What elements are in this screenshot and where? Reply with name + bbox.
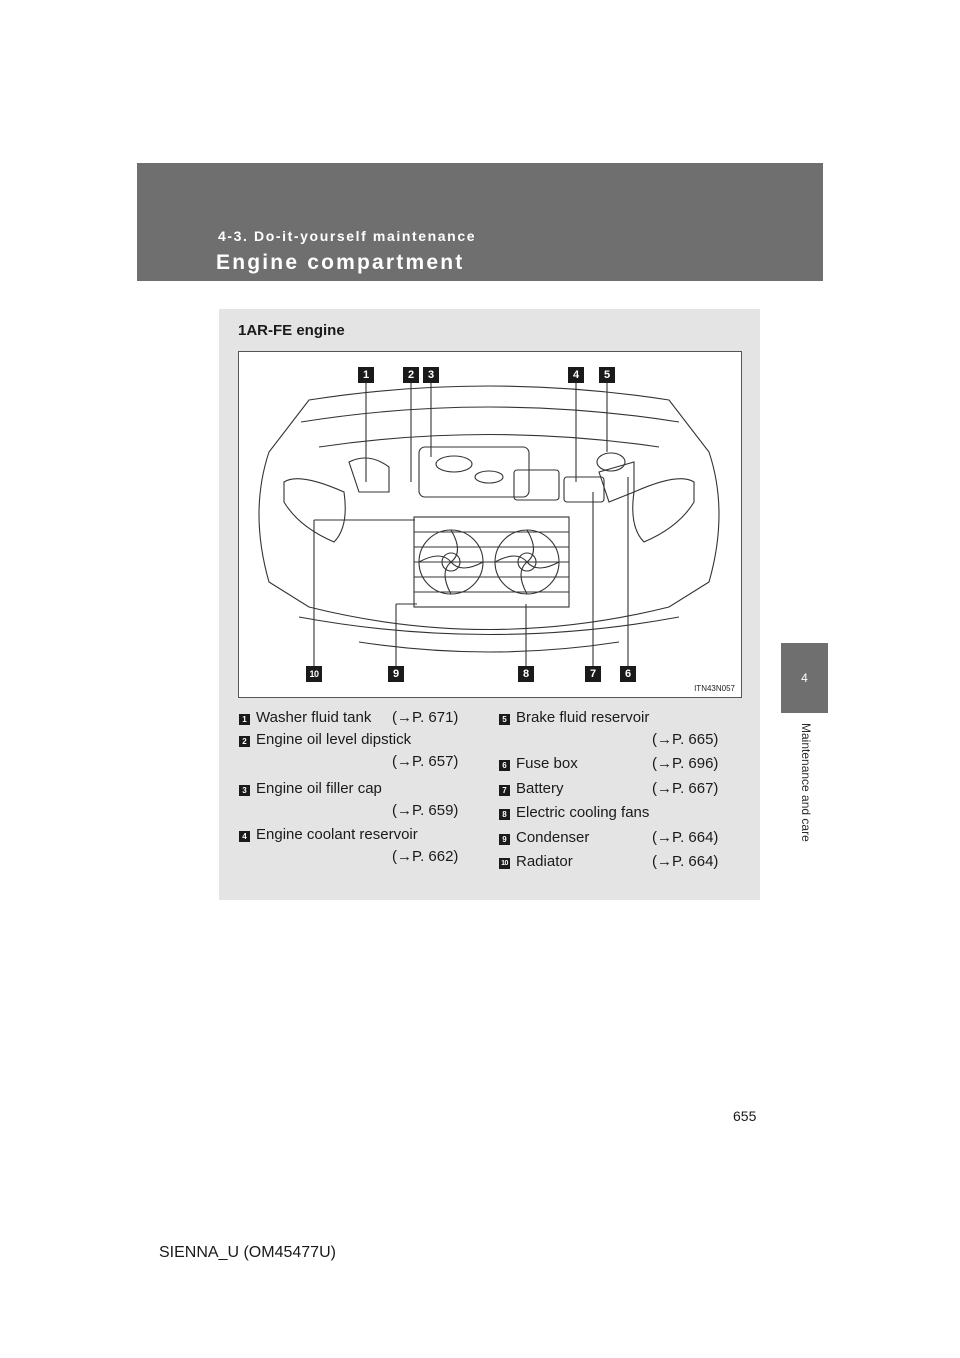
legend-label: Battery [516, 780, 564, 797]
legend-label: Fuse box [516, 755, 578, 772]
footer-code: SIENNA_U (OM45477U) [159, 1244, 336, 1261]
callout-badge: 4 [568, 367, 584, 383]
callout-badge: 3 [423, 367, 439, 383]
engine-illustration [238, 351, 742, 698]
legend-label: Engine oil level dipstick [256, 731, 412, 748]
chapter-label: Maintenance and care [799, 723, 813, 842]
legend-label: Radiator [516, 853, 573, 870]
legend-badge: 3 [239, 785, 250, 796]
engine-drawing [239, 352, 741, 697]
legend-badge: 4 [239, 831, 250, 842]
legend-badge: 5 [499, 714, 510, 725]
figure-code: ITN43N057 [694, 684, 735, 693]
legend-label: Engine coolant reservoir [256, 826, 418, 843]
legend-badge: 8 [499, 809, 510, 820]
legend-label: Brake fluid reservoir [516, 709, 650, 726]
callout-badge: 9 [388, 666, 404, 682]
engine-title: 1AR-FE engine [238, 322, 345, 339]
legend-badge: 1 [239, 714, 250, 725]
legend-ref: (→P. 657) [392, 753, 459, 770]
chapter-tab [781, 643, 828, 713]
legend-ref: (→P. 662) [392, 848, 459, 865]
legend-ref: (→P. 664) [652, 853, 719, 870]
callout-badge: 8 [518, 666, 534, 682]
page-number: 655 [733, 1108, 757, 1124]
legend-badge: 2 [239, 736, 250, 747]
legend-ref: (→P. 696) [652, 755, 719, 772]
legend-badge: 6 [499, 760, 510, 771]
legend-badge: 9 [499, 834, 510, 845]
chapter-number: 4 [801, 671, 808, 685]
legend-ref: (→P. 671) [392, 709, 459, 726]
callout-badge: 10 [306, 666, 322, 682]
legend-ref: (→P. 667) [652, 780, 719, 797]
callout-badge: 7 [585, 666, 601, 682]
callout-badge: 5 [599, 367, 615, 383]
callout-badge: 2 [403, 367, 419, 383]
callout-badge: 1 [358, 367, 374, 383]
legend-label: Engine oil filler cap [256, 780, 382, 797]
section-label: 4-3. Do-it-yourself maintenance [218, 228, 477, 244]
legend-badge: 7 [499, 785, 510, 796]
legend-badge: 10 [499, 858, 510, 869]
page-title: Engine compartment [216, 251, 465, 274]
legend-ref: (→P. 665) [652, 731, 719, 748]
legend-ref: (→P. 664) [652, 829, 719, 846]
legend-ref: (→P. 659) [392, 802, 459, 819]
legend-label: Condenser [516, 829, 590, 846]
legend-label: Washer fluid tank [256, 709, 372, 726]
legend-label: Electric cooling fans [516, 804, 650, 821]
callout-badge: 6 [620, 666, 636, 682]
